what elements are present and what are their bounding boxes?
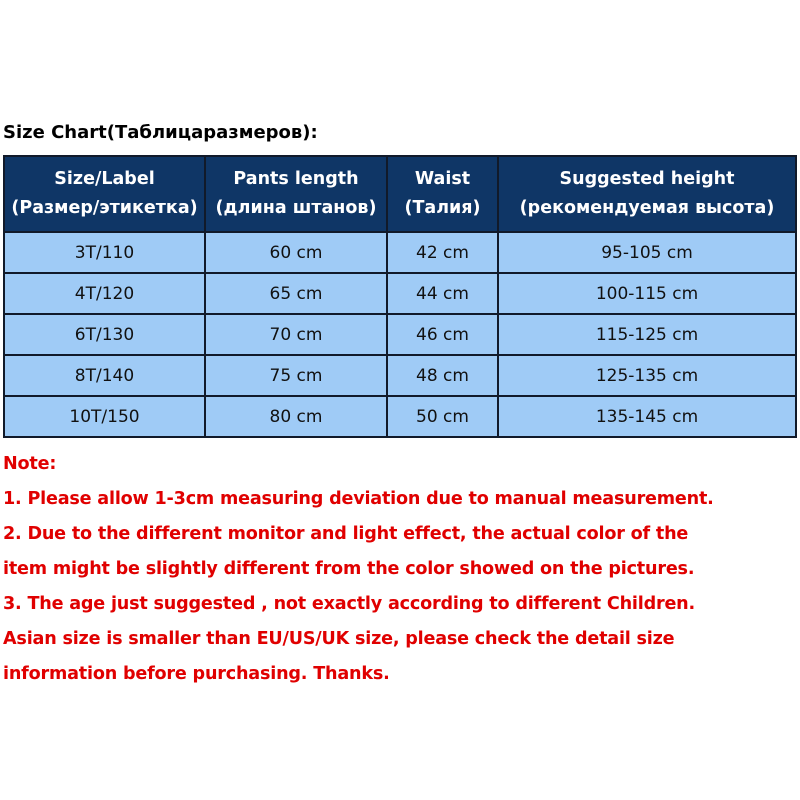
table-row: [4, 232, 796, 273]
suggested-height-cell: 95-105 cm: [498, 232, 796, 273]
header-line: Suggested height: [559, 169, 735, 189]
suggested-height-cell: 135-145 cm: [498, 396, 796, 437]
header-size-label: [4, 156, 205, 232]
header-line: (рекомендуемая высота): [519, 198, 775, 218]
waist-cell: 42 cm: [387, 232, 498, 273]
note-line: 1. Please allow 1-3cm measuring deviation due to manual measurement.: [3, 489, 714, 509]
note-heading: Note:: [3, 454, 57, 474]
header-pants-length: [205, 156, 387, 232]
waist-cell: 50 cm: [387, 396, 498, 437]
table-row: [4, 355, 796, 396]
size-label-cell: 8T/140: [4, 355, 205, 396]
waist-cell: 46 cm: [387, 314, 498, 355]
pants-length-cell: 70 cm: [205, 314, 387, 355]
header-line: Pants length: [233, 169, 359, 189]
suggested-height-cell: 115-125 cm: [498, 314, 796, 355]
table-row: [4, 273, 796, 314]
table-header-row: [4, 156, 796, 232]
note-line: Asian size is smaller than EU/US/UK size, please check the detail size: [3, 629, 675, 649]
header-line: Size/Label: [54, 169, 155, 189]
header-line: (Талия): [404, 198, 481, 218]
note-line: 3. The age just suggested , not exactly according to different Children.: [3, 594, 695, 614]
note-line: item might be slightly different from the color showed on the pictures.: [3, 559, 695, 579]
size-label-cell: 4T/120: [4, 273, 205, 314]
note-line: information before purchasing. Thanks.: [3, 664, 390, 684]
note-line: 2. Due to the different monitor and light effect, the actual color of the: [3, 524, 689, 544]
size-label-cell: 6T/130: [4, 314, 205, 355]
page-title: Size Chart(Таблицаразмеров):: [3, 122, 318, 143]
header-line: (длина штанов): [215, 198, 377, 218]
table-row: [4, 314, 796, 355]
size-table: [3, 155, 797, 438]
size-label-cell: 3T/110: [4, 232, 205, 273]
header-line: (Размер/этикетка): [11, 198, 198, 218]
pants-length-cell: 75 cm: [205, 355, 387, 396]
header-line: Waist: [414, 169, 471, 189]
header-waist: [387, 156, 498, 232]
size-label-cell: 10T/150: [4, 396, 205, 437]
table-row: [4, 396, 796, 437]
header-suggested-height: [498, 156, 796, 232]
pants-length-cell: 80 cm: [205, 396, 387, 437]
pants-length-cell: 60 cm: [205, 232, 387, 273]
suggested-height-cell: 100-115 cm: [498, 273, 796, 314]
notes-section: [3, 450, 714, 695]
pants-length-cell: 65 cm: [205, 273, 387, 314]
suggested-height-cell: 125-135 cm: [498, 355, 796, 396]
waist-cell: 44 cm: [387, 273, 498, 314]
waist-cell: 48 cm: [387, 355, 498, 396]
